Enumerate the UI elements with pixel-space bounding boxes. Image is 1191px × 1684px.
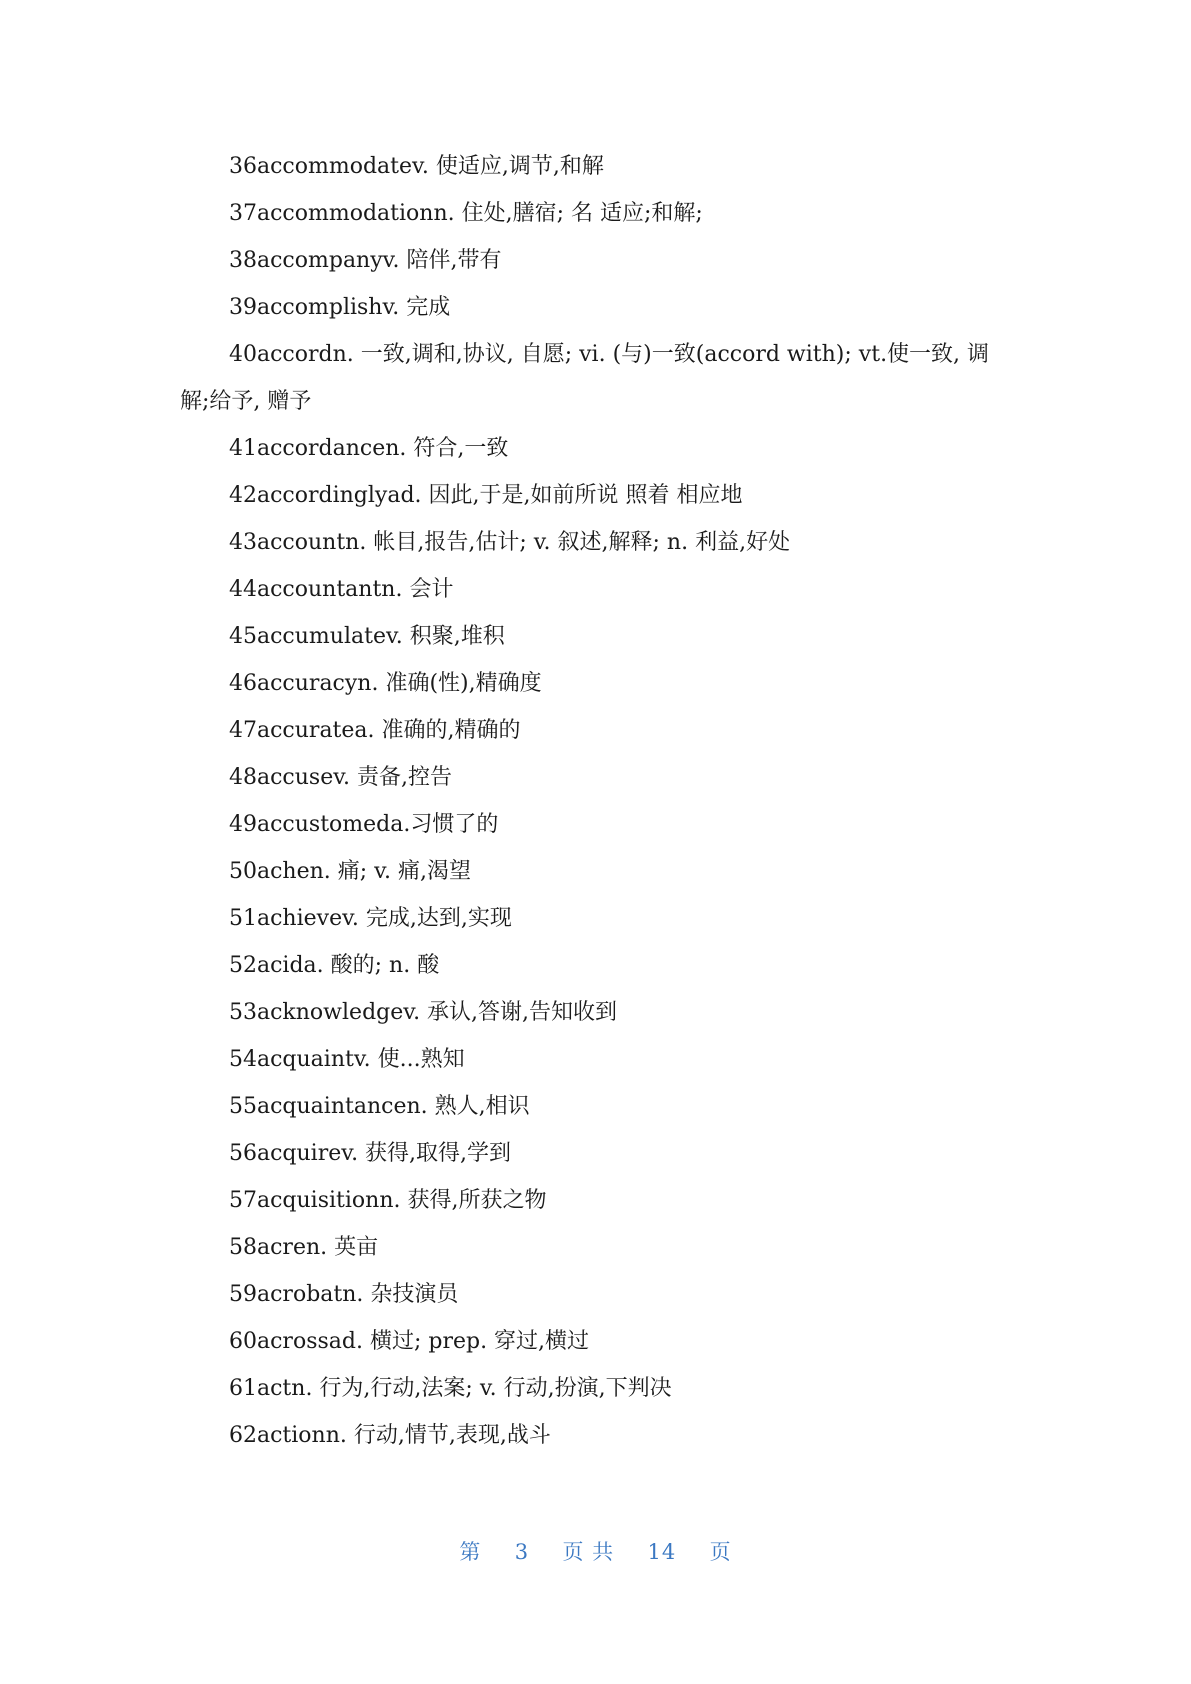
vocab-entry: 44accountantn. 会计 bbox=[229, 577, 454, 602]
page-number-total: 14 bbox=[647, 1540, 677, 1564]
vocab-entry: 43accountn. 帐目,报告,估计; v. 叙述,解释; n. 利益,好处 bbox=[229, 530, 791, 555]
vocab-entry: 39accomplishv. 完成 bbox=[229, 295, 451, 320]
vocab-entry: 52acida. 酸的; n. 酸 bbox=[229, 953, 440, 978]
vocab-entry: 40accordn. 一致,调和,协议, 自愿; vi. (与)一致(accord with); vt.使一致, 调解;给予, 赠予 bbox=[180, 342, 990, 414]
vocab-entry: 38accompanyv. 陪伴,带有 bbox=[229, 248, 502, 273]
page-footer-prefix: 第 bbox=[459, 1540, 482, 1564]
vocab-entry: 45accumulatev. 积聚,堆积 bbox=[229, 624, 505, 649]
vocab-entry: 42accordinglyad. 因此,于是,如前所说 照着 相应地 bbox=[229, 483, 743, 508]
vocab-entry: 41accordancen. 符合,一致 bbox=[229, 436, 509, 461]
vocab-entry: 48accusev. 责备,控告 bbox=[229, 765, 453, 790]
vocab-entry: 54acquaintv. 使...熟知 bbox=[229, 1047, 465, 1072]
vocab-entry: 56acquirev. 获得,取得,学到 bbox=[229, 1141, 512, 1166]
vocab-entry: 51achievev. 完成,达到,实现 bbox=[229, 906, 512, 931]
vocab-entry: 57acquisitionn. 获得,所获之物 bbox=[229, 1188, 547, 1213]
vocab-entry: 50achen. 痛; v. 痛,渴望 bbox=[229, 859, 471, 884]
vocab-entry: 36accommodatev. 使适应,调节,和解 bbox=[229, 154, 604, 179]
vocab-entry: 59acrobatn. 杂技演员 bbox=[229, 1282, 459, 1307]
vocab-entry: 58acren. 英亩 bbox=[229, 1235, 379, 1260]
vocab-entry: 61actn. 行为,行动,法案; v. 行动,扮演,下判决 bbox=[229, 1376, 672, 1401]
vocab-entry: 60acrossad. 横过; prep. 穿过,横过 bbox=[229, 1329, 590, 1354]
page-footer bbox=[0, 1536, 1191, 1566]
vocab-entry: 37accommodationn. 住处,膳宿; 名 适应;和解; bbox=[229, 201, 703, 226]
page-footer-middle: 页 共 bbox=[562, 1540, 615, 1564]
vocabulary-list bbox=[180, 143, 1010, 1459]
vocab-entry: 49accustomeda.习惯了的 bbox=[229, 812, 499, 837]
vocab-entry: 53acknowledgev. 承认,答谢,告知收到 bbox=[229, 1000, 618, 1025]
vocab-entry: 55acquaintancen. 熟人,相识 bbox=[229, 1094, 530, 1119]
page-number-current: 3 bbox=[514, 1540, 530, 1564]
page-footer-suffix: 页 bbox=[709, 1540, 732, 1564]
vocab-entry: 62actionn. 行动,情节,表现,战斗 bbox=[229, 1423, 551, 1448]
vocab-entry: 46accuracyn. 准确(性),精确度 bbox=[229, 671, 542, 696]
vocab-entry: 47accuratea. 准确的,精确的 bbox=[229, 718, 521, 743]
